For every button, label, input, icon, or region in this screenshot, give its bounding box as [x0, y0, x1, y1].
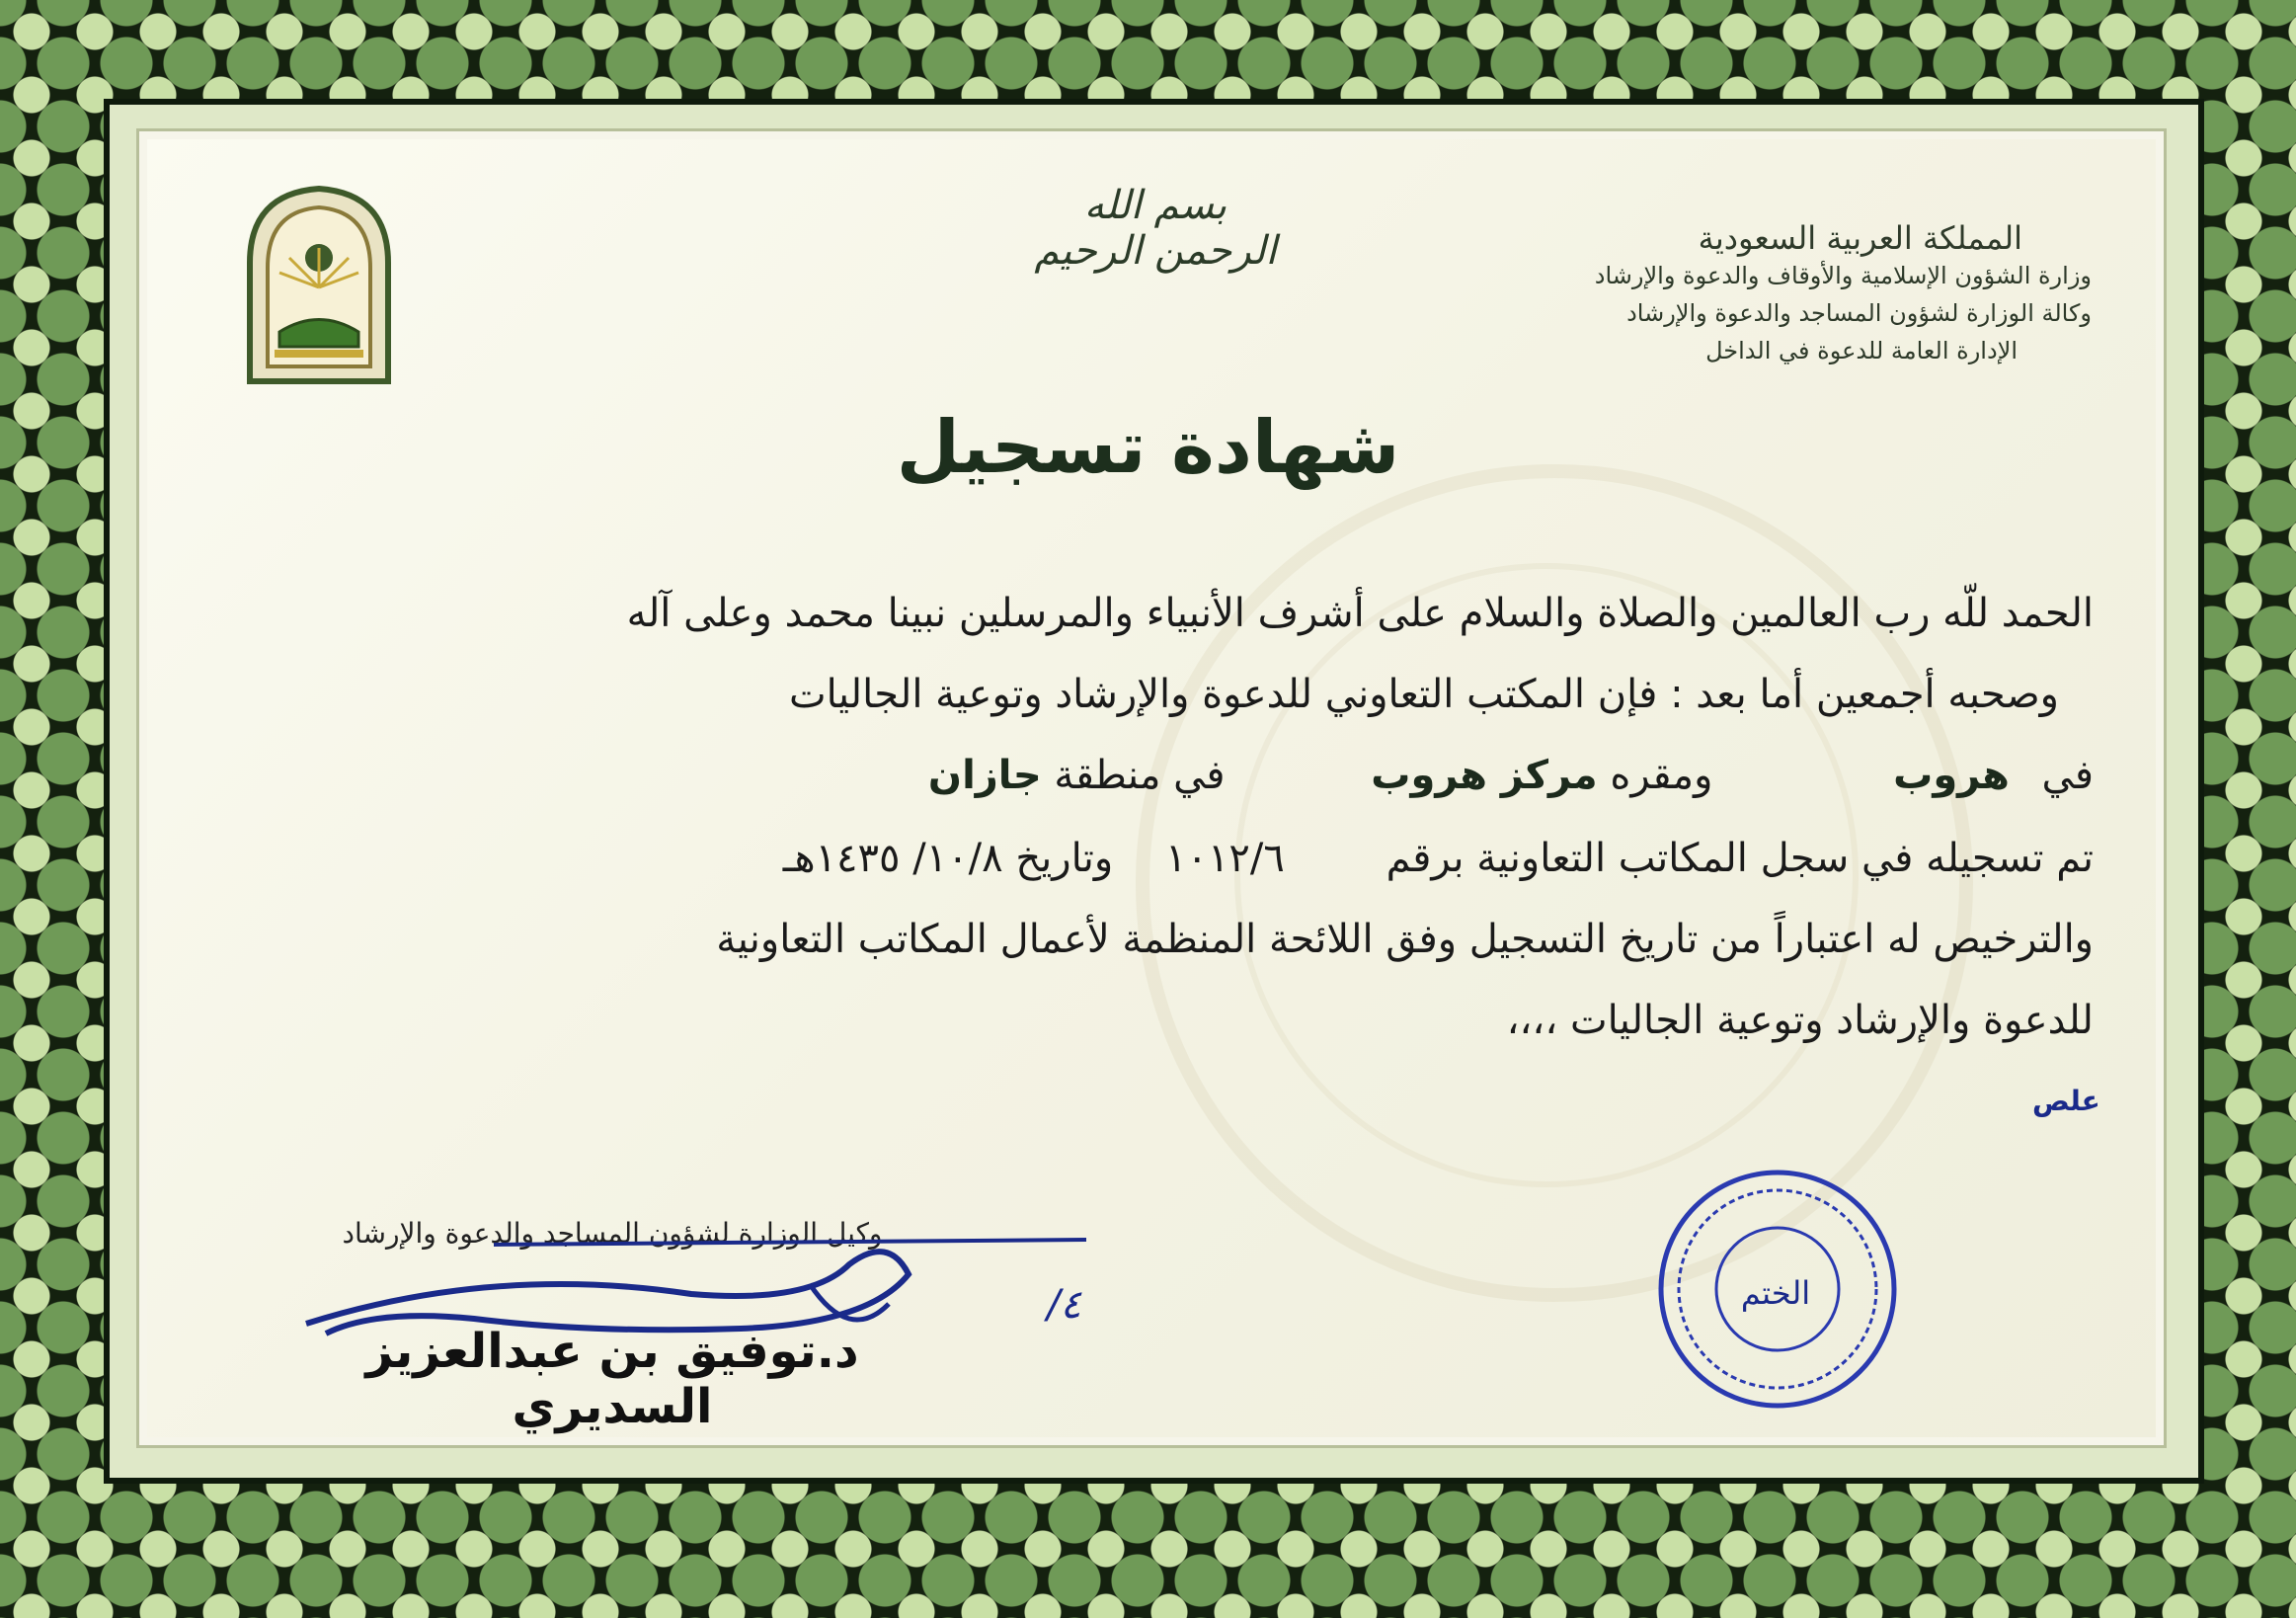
signatory-name: د.توفيق بن عبدالعزيز السديري — [365, 1324, 859, 1434]
registration-number: ١٠١٢/٦ — [1164, 836, 1285, 881]
body-line-1 — [212, 591, 2094, 636]
body-line-3-hq-label: ومقره — [1610, 753, 1713, 798]
stamp-label: الختم — [1740, 1274, 1811, 1312]
body-line-5 — [212, 917, 2094, 962]
body-line-6 — [212, 998, 2094, 1043]
ministry-header — [1341, 219, 2092, 369]
body-line-3 — [212, 753, 2094, 798]
body-line-4-prefix: تم تسجيله في سجل المكاتب التعاونية برقم — [1386, 836, 2094, 881]
body-line-3-prefix: في — [2041, 753, 2094, 798]
header-country: المملكة العربية السعودية — [1698, 219, 2022, 257]
certificate-title: شهادة تسجيل — [896, 405, 1400, 490]
body-line-4-date-label: وتاريخ — [1015, 836, 1114, 881]
registration-date: ١٠/٨/ ١٤٣٥هـ — [782, 836, 1003, 881]
body-line-1-text: الحمد للّه رب العالمين والصلاة والسلام على أشرف الأنبياء والمرسلين نبينا محمد وعلى آله — [626, 591, 2094, 636]
body-line-4 — [212, 836, 2094, 881]
signatory-title: وكيل الوزارة لشؤون المساجد والدعوة والإرشاد — [342, 1217, 883, 1250]
body-line-6-text: للدعوة والإرشاد وتوعية الجاليات ،،،، — [1506, 998, 2094, 1043]
body-line-3-region-label: في منطقة — [1054, 753, 1226, 798]
header-ministry: وزارة الشؤون الإسلامية والأوقاف والدعوة والإرشاد — [1594, 262, 2092, 289]
handwritten-initial: علص — [2032, 1085, 2100, 1117]
body-line-3-region-value: جازان — [927, 753, 1042, 798]
header-department: الإدارة العامة للدعوة في الداخل — [1705, 337, 2018, 364]
handwritten-mark: /٤ — [1047, 1282, 1081, 1328]
basmala-calligraphy: بسم الله الرحمن الرحيم — [1034, 183, 1277, 274]
header-agency: وكالة الوزارة لشؤون المساجد والدعوة والإرشاد — [1626, 299, 2092, 327]
ministry-emblem-icon — [240, 184, 398, 386]
body-line-2-text: وصحبه أجمعين أما بعد : فإن المكتب التعاوني للدعوة والإرشاد وتوعية الجاليات — [789, 672, 2059, 717]
body-line-3-hq-value: مركز هروب — [1371, 753, 1598, 798]
body-line-3-place: هروب — [1893, 753, 2010, 798]
body-line-2 — [212, 672, 2094, 717]
body-line-5-text: والترخيص له اعتباراً من تاريخ التسجيل وفق اللائحة المنظمة لأعمال المكاتب التعاونية — [716, 917, 2094, 962]
